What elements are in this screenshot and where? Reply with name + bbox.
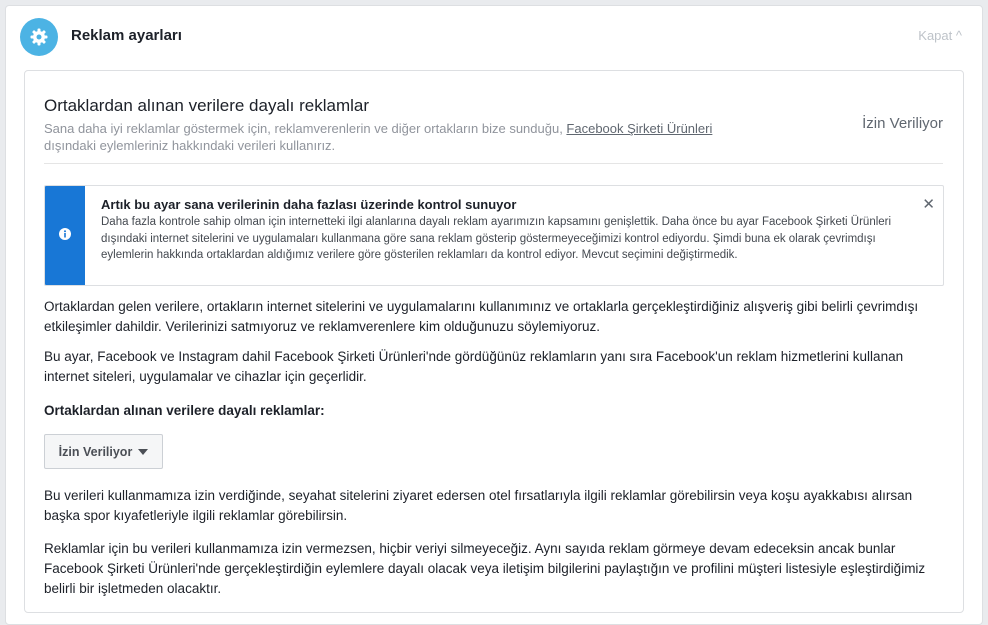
permission-dropdown[interactable]: İzin Veriliyor: [44, 434, 163, 469]
section-title: Ortaklardan alınan verilere dayalı reklamlar: [44, 96, 370, 115]
divider: [44, 163, 943, 164]
facebook-company-products-link[interactable]: Facebook Şirketi Ürünleri: [566, 121, 713, 136]
section-description: Sana daha iyi reklamlar göstermek için, reklamverenlerin ve diğer ortakların bize sunduğu, Facebook Şirketi Ürünleri dışındaki eylemleriniz hakkındaki verileri kullanırız.: [44, 121, 713, 153]
setting-label: Ortaklardan alınan verilere dayalı reklamlar:: [44, 403, 325, 418]
close-icon[interactable]: ✕: [922, 196, 935, 213]
info-icon: [59, 227, 71, 245]
setting-card: [24, 70, 964, 613]
paragraph-scope: Bu ayar, Facebook ve Instagram dahil Facebook Şirketi Ürünleri'nde gördüğünüz reklamların yanı sıra Facebook'un reklam hizmetlerini kullanan internet siteleri, uygulamalar ve cihazlar için geçerlidir.: [44, 349, 904, 384]
close-button[interactable]: Kapat ^: [918, 28, 962, 43]
ad-settings-panel: [5, 5, 983, 625]
caret-down-icon: [138, 449, 148, 455]
paragraph-disallow: Reklamlar için bu verileri kullanmamıza izin vermezsen, hiçbir veriyi silmeyeceğiz. Aynı sayıda reklam görmeye devam edeceksin ancak bunlar Facebook Şirketi Ürünleri'nde gerçekleştirdiğin eylemlere dayalı olacak veya iletişim bilgilerini paylaştığın ve profilini müşteri listesiyle eşleştirdiğimiz belirli bir işletmeden olacaktır.: [44, 541, 926, 596]
chevron-up-icon: ^: [955, 28, 962, 43]
paragraph-partner-data: Ortaklardan gelen verilere, ortakların internet sitelerini ve uygulamalarını kullanımınız ve ortaklarla gerçekleştirdiğiniz alışveriş gibi belirli çevrimdışı etkileşimler dahildir. Verilerinizi satmıyoruz ve reklamverenlere kim olduğunuzu söylemiyoruz.: [44, 299, 919, 334]
notice-text: Daha fazla kontrole sahip olman için internetteki ilgi alanlarına dayalı reklam ayarımızın kapsamını genişlettik. Daha önce bu ayar Facebook Şirketi Ürünleri dışındaki internet sitelerini ve uygulamaları kullanmana göre sana reklam gösterip göstermeyeceğimizi kontrol ediyordu. Şimdi buna ek olarak çevrimdışı eylemlerin hakkında ortaklardan aldığımız verilere göre gösterilen reklamları da kontrol ediyor. Mevcut seçimini değiştirmedik.: [101, 216, 892, 261]
panel-title: Reklam ayarları: [71, 27, 182, 44]
status-value: İzin Veriliyor: [862, 115, 943, 132]
info-notice: [44, 185, 944, 286]
gear-icon: [20, 18, 58, 56]
paragraph-allow-example: Bu verileri kullanmamıza izin verdiğinde, seyahat sitelerini ziyaret edersen otel fırsatlarıyla ilgili reklamlar görebilirsin veya koşu ayakkabısı alırsan başka spor kıyafetleriyle ilgili reklamlar görebilirsin.: [44, 488, 913, 523]
notice-title: Artık bu ayar sana verilerinin daha fazlası üzerinde kontrol sunuyor: [101, 197, 517, 212]
